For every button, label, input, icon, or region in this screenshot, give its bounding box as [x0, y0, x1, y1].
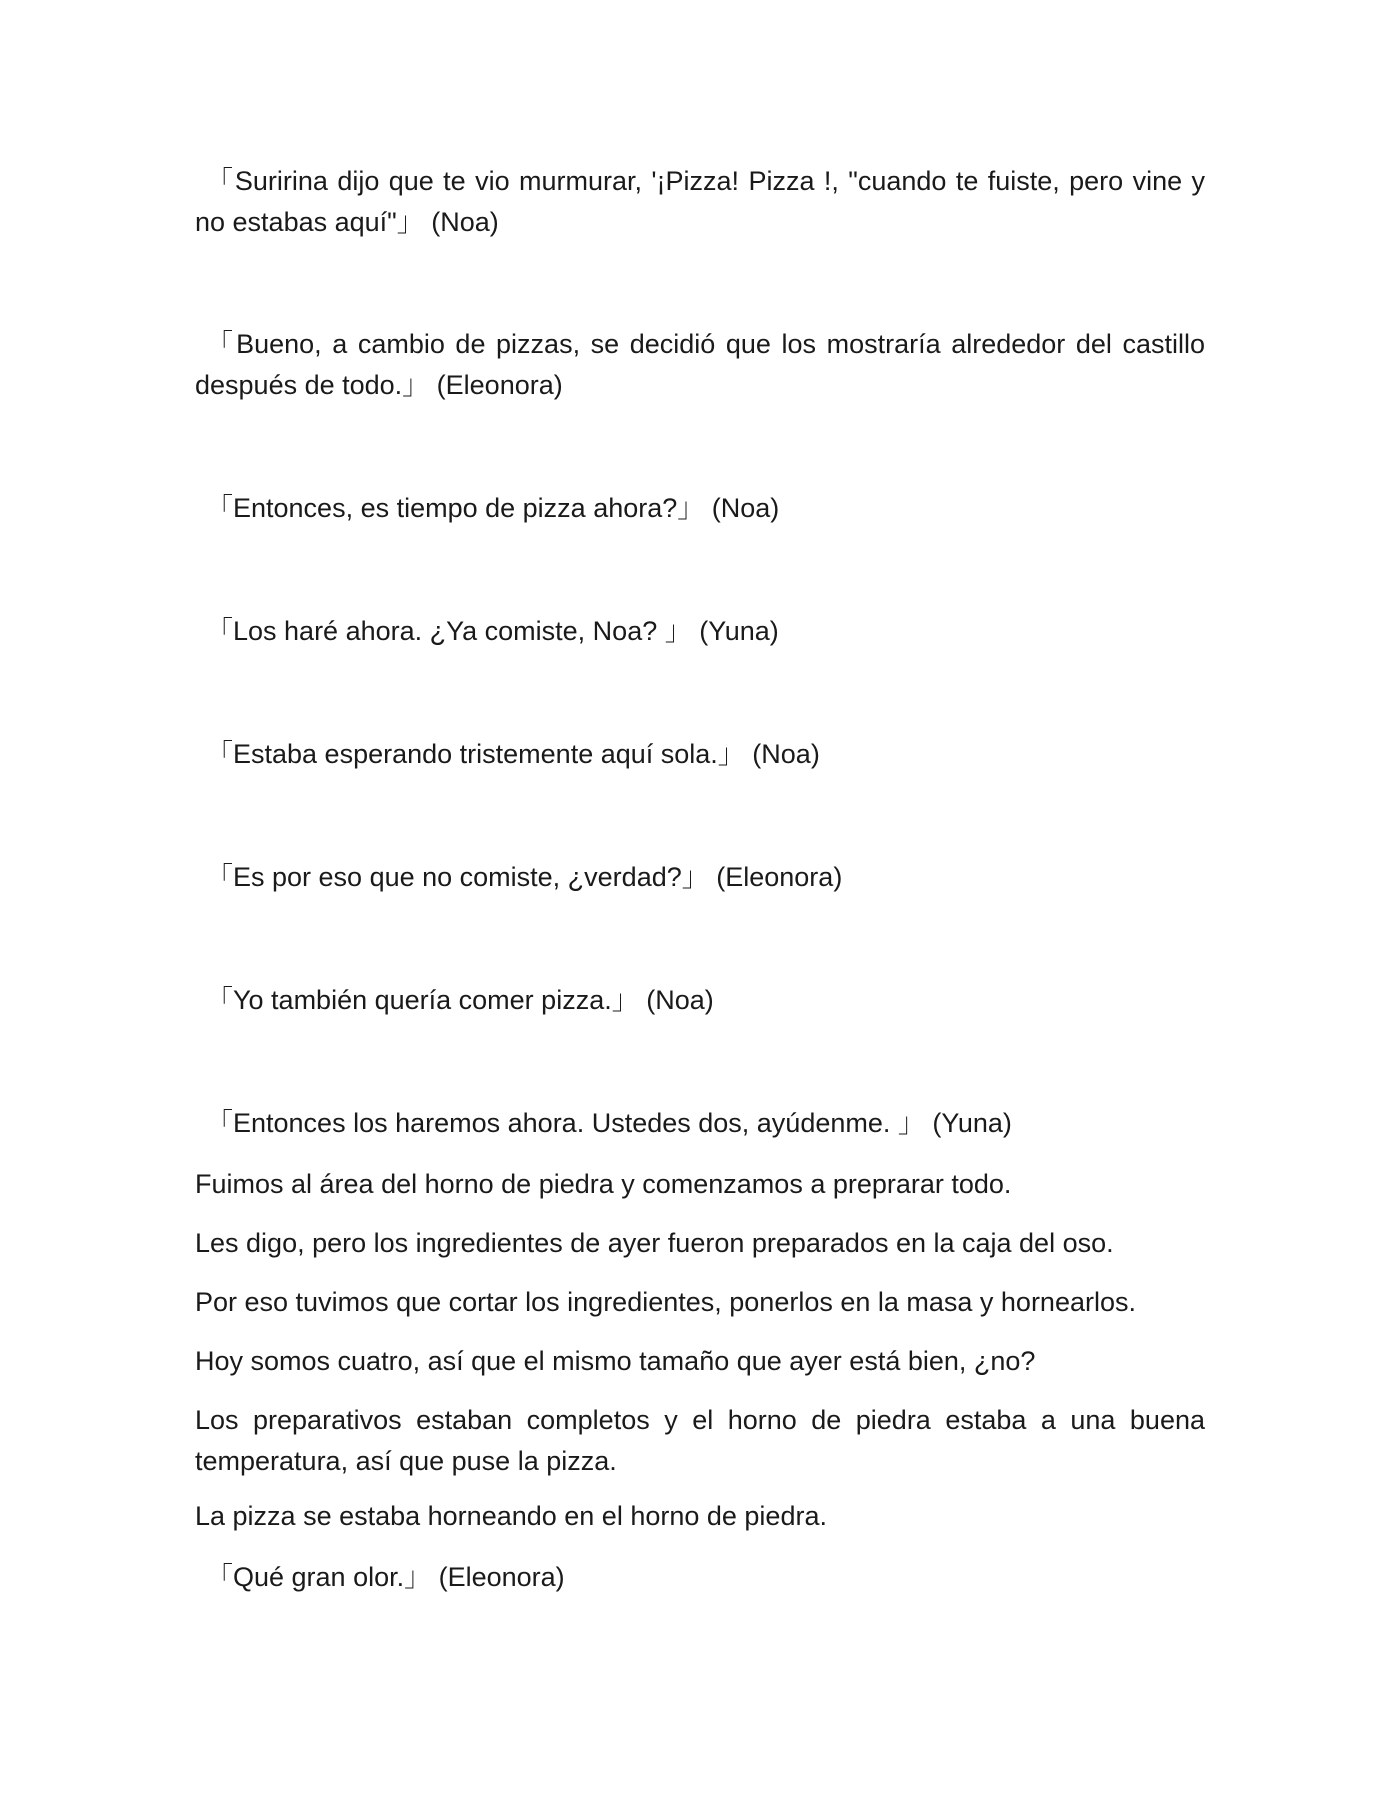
paragraph: 「Los haré ahora. ¿Ya comiste, Noa? 」 (Yuna)	[206, 616, 779, 646]
paragraph: 「Estaba esperando tristemente aquí sola.」 (Noa)	[206, 739, 820, 769]
paragraph: 「Entonces los haremos ahora. Ustedes dos, ayúdenme. 」 (Yuna)	[206, 1108, 1012, 1138]
paragraph: Hoy somos cuatro, así que el mismo tamaño que ayer está bien, ¿no?	[195, 1346, 1036, 1376]
paragraph: 「Bueno, a cambio de pizzas, se decidió que los mostraría alrededor del castillo después de todo.」 (Eleonora)	[195, 329, 1205, 400]
paragraph: 「Suririna dijo que te vio murmurar, '¡Pizza! Pizza !, "cuando te fuiste, pero vine y no estabas aquí"」 (Noa)	[195, 166, 1205, 237]
paragraph: Por eso tuvimos que cortar los ingredientes, ponerlos en la masa y hornearlos.	[195, 1287, 1136, 1317]
paragraph: 「Entonces, es tiempo de pizza ahora?」 (Noa)	[206, 493, 780, 523]
paragraph: Les digo, pero los ingredientes de ayer fueron preparados en la caja del oso.	[195, 1228, 1114, 1258]
paragraph: Los preparativos estaban completos y el horno de piedra estaba a una buena temperatura, así que puse la pizza.	[195, 1405, 1205, 1476]
paragraph: 「Yo también quería comer pizza.」 (Noa)	[206, 985, 714, 1015]
paragraph: La pizza se estaba horneando en el horno de piedra.	[195, 1501, 827, 1531]
paragraph: Fuimos al área del horno de piedra y comenzamos a preprarar todo.	[195, 1169, 1012, 1199]
paragraph: 「Es por eso que no comiste, ¿verdad?」 (Eleonora)	[206, 862, 843, 892]
paragraph: 「Qué gran olor.」 (Eleonora)	[206, 1562, 565, 1592]
